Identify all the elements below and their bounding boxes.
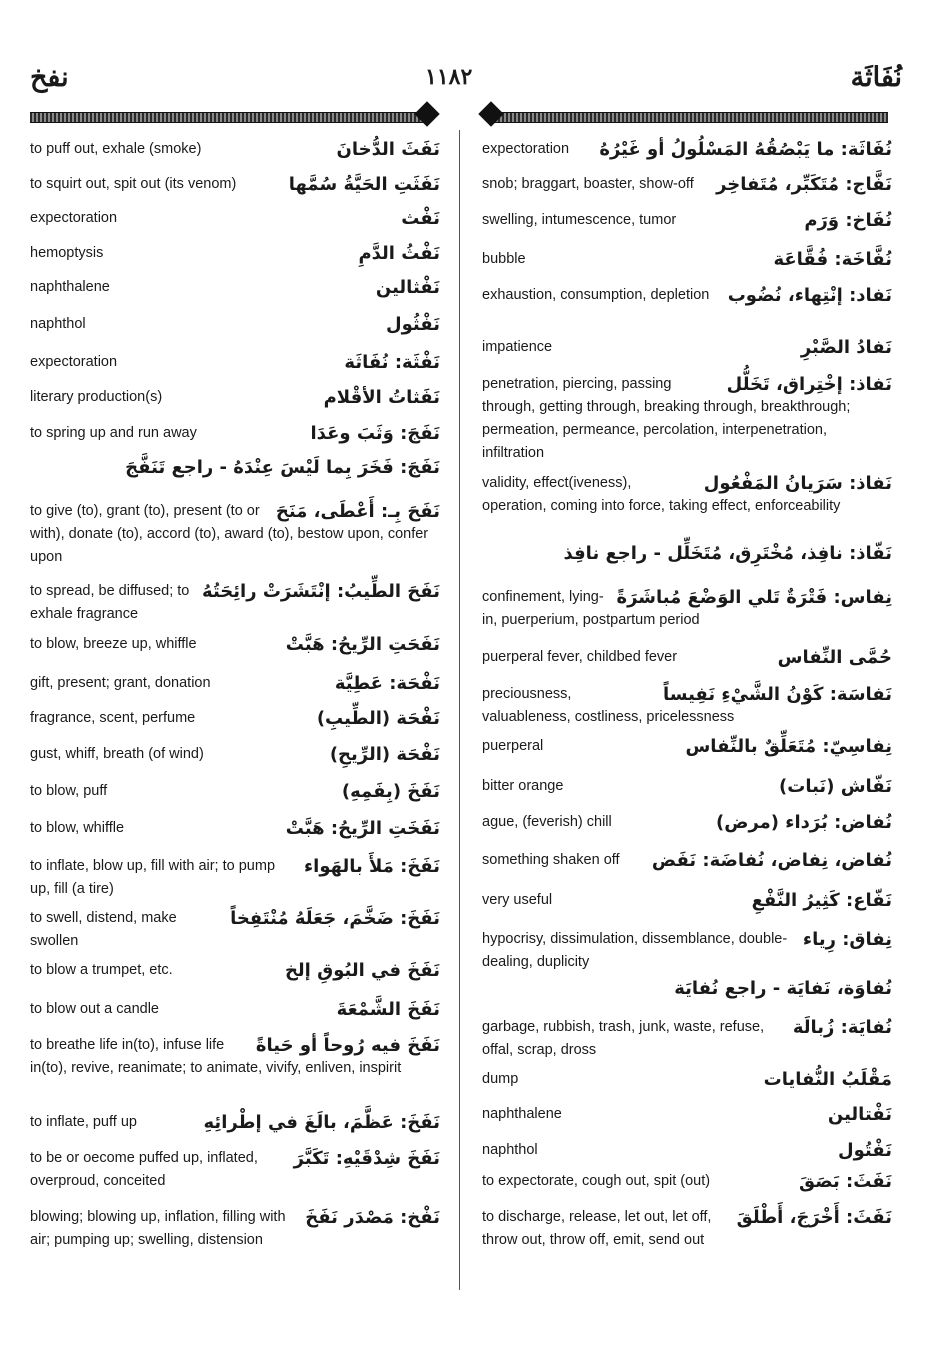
dictionary-entry — [482, 173, 892, 196]
arabic-headword: نَفْث — [401, 208, 440, 229]
page-number: ١١٨٢ — [425, 64, 473, 90]
dictionary-entry — [482, 735, 892, 758]
english-definition: to blow, puff — [30, 783, 108, 799]
arabic-headword: نَفْتُول — [838, 1140, 892, 1161]
dictionary-entry — [30, 743, 440, 766]
dictionary-entry — [482, 928, 892, 974]
arabic-headword: نَفَثَ: بَصَقَ — [799, 1171, 892, 1192]
arabic-headword: نُفاوَة، نَفايَة - راجع نُفايَة — [674, 978, 892, 999]
arabic-headword: نَفَخَ الشَّمْعَةَ — [336, 999, 440, 1020]
dictionary-entry — [30, 959, 440, 982]
arabic-headword: نُفاض: بُرَداء (مرض) — [716, 812, 892, 833]
dictionary-entry — [482, 336, 892, 359]
header-rule-right — [490, 112, 888, 123]
arabic-headword: نَفْتالين — [827, 1104, 892, 1125]
arabic-headword: نَفَخَ: عَظَّمَ، بالَغَ في إطْرائِهِ — [203, 1112, 440, 1133]
dictionary-entry — [482, 683, 892, 729]
dictionary-entry — [30, 276, 440, 299]
dictionary-entry — [482, 977, 892, 1000]
english-definition: puerperal — [482, 738, 544, 754]
dictionary-entry — [30, 1206, 440, 1252]
english-definition: naphthol — [482, 1142, 538, 1158]
english-definition: to puff out, exhale (smoke) — [30, 141, 202, 157]
column-divider — [459, 130, 460, 1290]
arabic-headword: نَفاسَة: كَوْنُ الشَّيْءِ نَفِيساً — [663, 684, 892, 705]
dictionary-entry — [30, 580, 440, 626]
arabic-headword: نَفْثالين — [375, 277, 440, 298]
dictionary-entry — [482, 248, 892, 271]
dictionary-entry — [30, 633, 440, 656]
arabic-headword: نَفْخ: مَصْدَر نَفَخَ — [305, 1207, 440, 1228]
arabic-headword: نَفْحَة (الطِّيبِ) — [316, 708, 440, 729]
dictionary-entry — [482, 1068, 892, 1091]
english-definition: to squirt out, spit out (its venom) — [30, 176, 237, 192]
arabic-headword: نَفّاش (نَبات) — [779, 776, 892, 797]
arabic-headword: نَفْثَة: نُفَاثَة — [344, 352, 440, 373]
arabic-headword: نَفاذ: سَرَيانُ المَفْعُول — [703, 473, 892, 494]
dictionary-entry — [30, 173, 440, 196]
dictionary-entry — [30, 907, 440, 953]
english-definition: blowing; blowing up, inflation, filling with air; pumping up; swelling, distension — [30, 1209, 286, 1248]
dictionary-entry — [30, 207, 440, 230]
dictionary-entry — [482, 138, 892, 161]
english-definition: to blow out a candle — [30, 1001, 159, 1017]
english-definition: hemoptysis — [30, 245, 104, 261]
arabic-headword: نُفَاثَة: ما يَبْصُقُهُ المَسْلُولُ أو غَيْرُهُ — [599, 139, 892, 160]
english-definition: to inflate, blow up, fill with air; to pump up, fill (a tire) — [30, 858, 276, 897]
dictionary-entry — [482, 586, 892, 632]
english-definition: to give (to), grant (to), present (to or with), donate (to), accord (to), award (to), bestow upon, confer upon — [30, 503, 429, 565]
english-definition: snob; braggart, boaster, show-off — [482, 176, 694, 192]
guide-word-left: نفخ — [30, 62, 69, 93]
dictionary-entry — [30, 817, 440, 840]
dictionary-entry — [482, 889, 892, 912]
english-definition: ague, (feverish) chill — [482, 814, 612, 830]
arabic-headword: نَفَخَ: ضَخَّمَ، جَعَلَهُ مُنْتَفِخاً — [230, 908, 440, 929]
english-definition: very useful — [482, 892, 553, 908]
english-definition: bitter orange — [482, 778, 564, 794]
dictionary-entry — [482, 1103, 892, 1126]
english-definition: puerperal fever, childbed fever — [482, 649, 678, 665]
english-definition: naphthol — [30, 316, 86, 332]
arabic-headword: نُفَاخ: وَرَم — [804, 210, 892, 231]
arabic-headword: نَفّاع: كَثِيرُ النَّفْعِ — [751, 890, 892, 911]
english-definition: fragrance, scent, perfume — [30, 710, 196, 726]
arabic-headword: نَفَّاج: مُتَكَبِّر، مُتَفاخِر — [716, 174, 892, 195]
english-definition: dump — [482, 1071, 519, 1087]
arabic-headword: نَفَخَ: مَلأَ بالهَواء — [303, 856, 440, 877]
arabic-headword: نَفَخَ في البُوقِ إلخ — [284, 960, 440, 981]
english-definition: to inflate, puff up — [30, 1114, 137, 1130]
english-definition: gift, present; grant, donation — [30, 675, 211, 691]
arabic-headword: حُمَّى النِّفاس — [777, 647, 892, 668]
english-definition: preciousness, valuableness, costliness, pricelessness — [482, 686, 735, 725]
dictionary-entry — [30, 500, 440, 569]
dictionary-entry — [482, 472, 892, 518]
arabic-headword: نَفَخَتِ الرِّيحُ: هَبَّتْ — [285, 818, 440, 839]
english-definition: garbage, rubbish, trash, junk, waste, refuse, offal, scrap, dross — [482, 1019, 765, 1058]
arabic-headword: نَفْثُ الدَّمِ — [358, 243, 440, 264]
arabic-headword: نَفَثَ: أَخْرَجَ، أَطْلَقَ — [736, 1207, 892, 1228]
header-rule-left — [30, 112, 425, 123]
arabic-headword: نَفَخَ (بِفَمِهِ) — [341, 781, 440, 802]
dictionary-entry — [482, 646, 892, 669]
arabic-headword: نَفادُ الصَّبْرِ — [800, 337, 892, 358]
dictionary-entry — [482, 1139, 892, 1162]
english-definition: something shaken off — [482, 852, 620, 868]
arabic-headword: مَقْلَبُ النُّفايات — [763, 1069, 892, 1090]
page-header — [0, 62, 930, 102]
dictionary-entry — [482, 775, 892, 798]
dictionary-entry — [482, 811, 892, 834]
dictionary-entry — [482, 849, 892, 872]
english-definition: expectoration — [30, 354, 118, 370]
dictionary-entry — [30, 1147, 440, 1193]
dictionary-entry — [30, 1034, 440, 1080]
arabic-headword: نَفَخَ فيه رُوحاً أو حَياةً — [255, 1035, 440, 1056]
english-definition: swelling, intumescence, tumor — [482, 212, 677, 228]
arabic-headword: نِفاسِيّ: مُتَعَلِّقٌ بالنِّفاس — [685, 736, 892, 757]
arabic-headword: نَفْحَة: عَطِيَّة — [334, 673, 440, 694]
english-definition: to expectorate, cough out, spit (out) — [482, 1173, 711, 1189]
english-definition: penetration, piercing, passing through, getting through, breaking through, breakthrough; permeation, permeance, percolation, interpenetration, infiltration — [482, 376, 851, 461]
dictionary-entry — [30, 351, 440, 374]
english-definition: to spring up and run away — [30, 425, 197, 441]
english-definition: hypocrisy, dissimulation, dissemblance, double-dealing, duplicity — [482, 931, 788, 970]
dictionary-entry — [30, 138, 440, 161]
arabic-headword: نَفاد: إنْتِهاء، نُضُوب — [727, 285, 892, 306]
arabic-headword: نَفّاذ: نافِذ، مُخْتَرِق، مُتَخَلِّل - راجع نافِذ — [563, 543, 892, 564]
arabic-headword: نَفَحَ بِـ: أَعْطَى، مَنَحَ — [275, 501, 440, 522]
arabic-headword: نَفاذ: إخْتِراق، تَخَلُّل — [726, 374, 892, 395]
arabic-headword: نِفاس: فَتْرَةٌ تَلي الوَضْعَ مُباشَرَةً — [616, 587, 892, 608]
arabic-headword: نُفاض، نِفاض، نُفاضَة: نَفَض — [651, 850, 892, 871]
english-definition: expectoration — [30, 210, 118, 226]
arabic-headword: نُفايَة: زُبالَة — [792, 1017, 892, 1038]
english-definition: impatience — [482, 339, 553, 355]
guide-word-right: نُفَاثَة — [850, 62, 902, 93]
arabic-headword: نِفاق: رِياء — [802, 929, 892, 950]
arabic-headword: نَفَحَتِ الرِّيحُ: هَبَّتْ — [285, 634, 440, 655]
english-definition: to breathe life in(to), infuse life in(to), revive, reanimate; to animate, vivify, enliven, inspirit — [30, 1037, 402, 1076]
dictionary-entry — [30, 1111, 440, 1134]
dictionary-entry — [482, 1016, 892, 1062]
dictionary-entry — [30, 386, 440, 409]
arabic-headword: نَفَجَ: فَخَرَ بِما لَيْسَ عِنْدَهُ - راجع تَنَفَّجَ — [125, 457, 440, 478]
english-definition: to blow, breeze up, whiffle — [30, 636, 197, 652]
dictionary-entry — [482, 542, 892, 565]
arabic-headword: نَفْحَة (الرِّيحِ) — [329, 744, 440, 765]
arabic-headword: نَفَثَتِ الحَيَّةُ سُمَّها — [288, 174, 440, 195]
english-definition: naphthalene — [30, 279, 110, 295]
dictionary-entry — [482, 373, 892, 465]
english-definition: to be or oecome puffed up, inflated, overproud, conceited — [30, 1150, 258, 1189]
dictionary-entry — [30, 780, 440, 803]
dictionary-entry — [30, 456, 440, 479]
dictionary-entry — [482, 1206, 892, 1252]
english-definition: bubble — [482, 251, 526, 267]
arabic-headword: نَفَحَ الطِّيبُ: إنْتَشَرَتْ رائِحَتُهُ — [202, 581, 440, 602]
dictionary-entry — [482, 209, 892, 232]
dictionary-entry — [30, 313, 440, 336]
english-definition: confinement, lying-in, puerperium, postpartum period — [482, 589, 700, 628]
english-definition: exhaustion, consumption, depletion — [482, 287, 710, 303]
dictionary-entry — [482, 1170, 892, 1193]
arabic-headword: نَفَثاتُ الأقْلام — [323, 387, 440, 408]
dictionary-entry — [30, 242, 440, 265]
english-definition: to spread, be diffused; to exhale fragrance — [30, 583, 190, 622]
arabic-headword: نَفْثُول — [386, 314, 440, 335]
english-definition: to swell, distend, make swollen — [30, 910, 177, 949]
dictionary-entry — [30, 707, 440, 730]
english-definition: to blow, whiffle — [30, 820, 125, 836]
dictionary-entry — [30, 672, 440, 695]
arabic-headword: نَفَثَ الدُّخانَ — [336, 139, 440, 160]
english-definition: validity, effect(iveness), operation, coming into force, taking effect, enforceability — [482, 475, 841, 514]
english-definition: expectoration — [482, 141, 570, 157]
english-definition: to discharge, release, let out, let off, throw out, throw off, emit, send out — [482, 1209, 712, 1248]
english-definition: literary production(s) — [30, 389, 163, 405]
dictionary-entry — [30, 998, 440, 1021]
dictionary-entry — [30, 855, 440, 901]
dictionary-entry — [482, 284, 892, 307]
english-definition: to blow a trumpet, etc. — [30, 962, 173, 978]
arabic-headword: نَفَخَ شِدْقَيْهِ: تَكَبَّرَ — [293, 1148, 440, 1169]
dictionary-entry — [30, 422, 440, 445]
english-definition: naphthalene — [482, 1106, 562, 1122]
arabic-headword: نُفَّاخَة: فُقَّاعَة — [773, 249, 892, 270]
english-definition: gust, whiff, breath (of wind) — [30, 746, 204, 762]
arabic-headword: نَفَجَ: وَثَبَ وعَدَا — [310, 423, 440, 444]
